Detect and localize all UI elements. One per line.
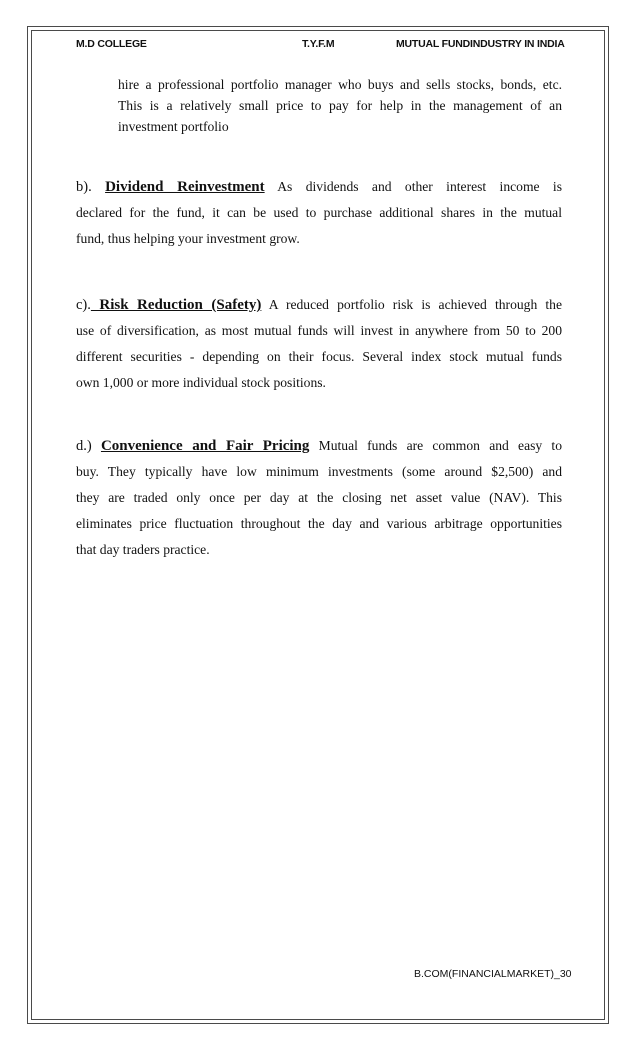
section-risk-reduction bbox=[76, 292, 562, 396]
section-first-line bbox=[76, 292, 562, 318]
header-title: MUTUAL FUNDINDUSTRY IN INDIA bbox=[396, 38, 565, 50]
section-line: they are traded only once per day at the closing net asset value (NAV). This bbox=[76, 490, 562, 505]
section-line: fund, thus helping your investment grow. bbox=[76, 231, 300, 246]
intro-line: This is a relatively small price to pay for help in the management of an bbox=[118, 98, 562, 113]
section-line: declared for the fund, it can be used to purchase additional shares in the mutual bbox=[76, 205, 562, 220]
section-text: As dividends and other interest income is bbox=[277, 179, 562, 194]
section-first-line bbox=[76, 174, 562, 200]
section-label: b). bbox=[76, 179, 92, 195]
section-heading: Convenience and Fair Pricing bbox=[100, 438, 310, 454]
section-label: c). bbox=[76, 297, 91, 313]
header-course: T.Y.F.M bbox=[302, 38, 335, 50]
section-label: d.) bbox=[76, 438, 92, 454]
section-convenience-fair-pricing bbox=[76, 433, 562, 563]
section-text: A reduced portfolio risk is achieved through the bbox=[268, 297, 563, 312]
section-line: own 1,000 or more individual stock positions. bbox=[76, 375, 326, 390]
intro-paragraph bbox=[118, 74, 562, 137]
section-line: that day traders practice. bbox=[76, 542, 210, 557]
section-first-line bbox=[76, 433, 562, 459]
page-footer: B.COM(FINANCIALMARKET)_30 bbox=[414, 968, 572, 980]
section-dividend-reinvestment bbox=[76, 174, 562, 252]
section-heading: Risk Reduction (Safety) bbox=[90, 297, 262, 313]
section-text: Mutual funds are common and easy to bbox=[318, 438, 562, 453]
section-line: eliminates price fluctuation throughout the day and various arbitrage opportunities bbox=[76, 516, 562, 531]
section-line: use of diversification, as most mutual funds will invest in anywhere from 50 to 200 bbox=[76, 323, 562, 338]
header-college: M.D COLLEGE bbox=[76, 38, 147, 50]
section-line: different securities - depending on their focus. Several index stock mutual funds bbox=[76, 349, 562, 364]
intro-line: investment portfolio bbox=[118, 119, 229, 134]
section-heading: Dividend Reinvestment bbox=[105, 179, 265, 195]
intro-line: hire a professional portfolio manager who buys and sells stocks, bonds, etc. bbox=[118, 77, 562, 92]
section-line: buy. They typically have low minimum investments (some around $2,500) and bbox=[76, 464, 562, 479]
